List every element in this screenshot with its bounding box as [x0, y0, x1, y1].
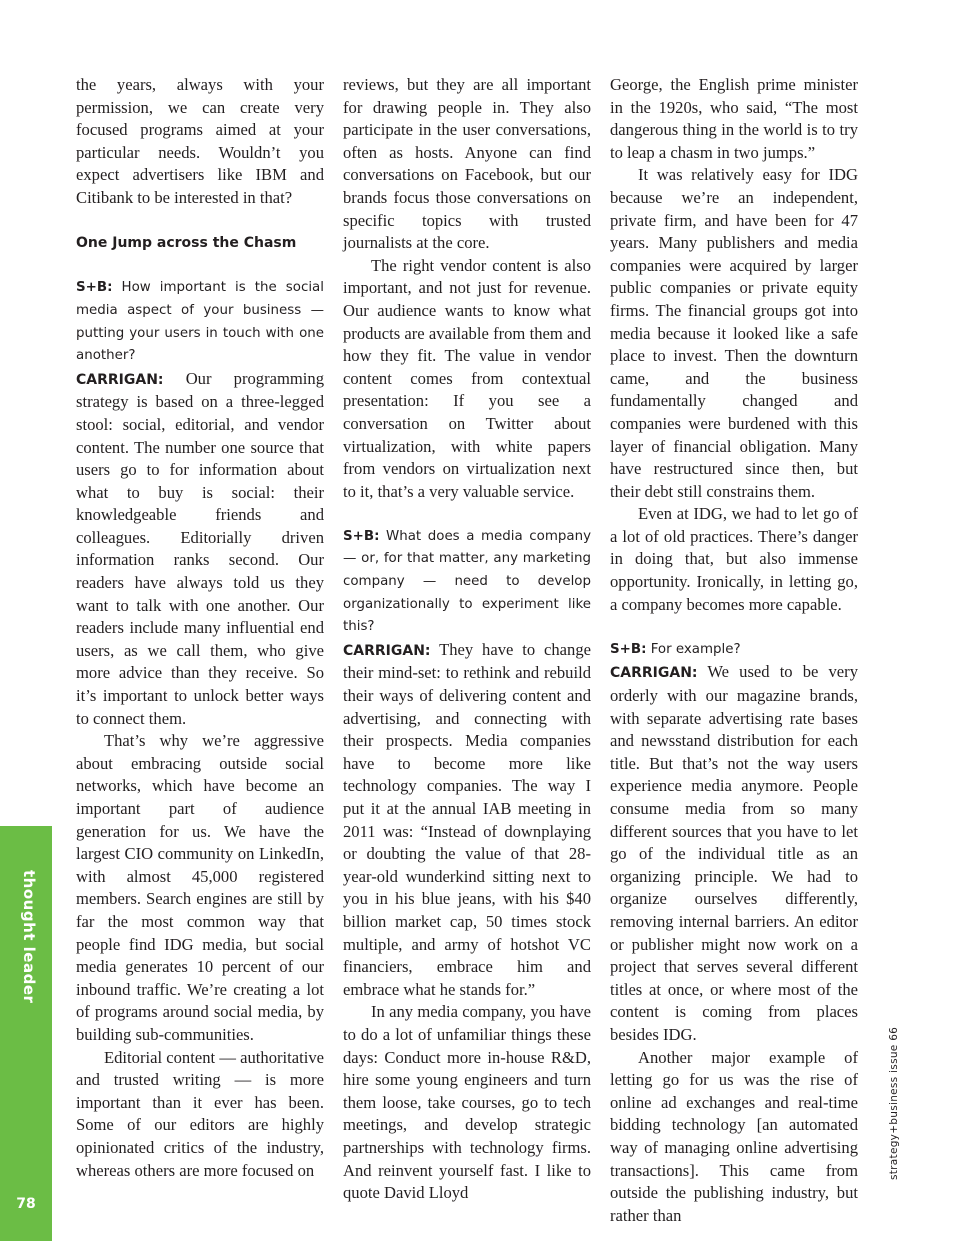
question-label: S+B: [343, 528, 380, 544]
paragraph: In any media company, you have to do a lot of unfamiliar things these days: Conduct more in-house R&D, hire some young engineers and turn them loose, take courses, go to tech meetings, and develop strategic partnerships with technology firms. And reinvent yourself fast. I like to quote David Lloyd [343, 1002, 591, 1203]
interview-question [610, 639, 858, 662]
section-heading: One Jump across the Chasm [76, 235, 297, 252]
question-label: S+B: [610, 641, 647, 657]
running-head: strategy+business issue 66 [888, 1026, 900, 1180]
answer-text: Our programming strategy is based on a three-legged stool: social, editorial, and vendor content. The number one source that users go to for information about what to buy is social: their knowledgeable friends and colleagues. Editorially driven information ranks second. Our readers have always told us they want to talk with one another. Our readers include many influential end users, as we call them, who give more advice than they receive. So it’s important to unlock better ways to connect them. [76, 368, 324, 728]
interview-question [343, 526, 591, 639]
question-text: For example? [646, 641, 741, 657]
paragraph: George, the English prime minister in the 1920s, who said, “The most dangerous thing in the world is to try to leap a chasm in two jumps.” [610, 75, 858, 162]
answer-text: We used to be very orderly with our magazine brands, with separate advertising rate bases and newsstand distribution for each title. But that’s not the way users experience media anymore. People consume media from so many different sources that you have to let go of the individual title as an organizing principle. We had to organize ourselves differently, removing internal barriers. An editor or publisher might now work on a project that serves several different titles at once, or where most of the content is coming from places besides IDG. [610, 662, 858, 1044]
question-label: S+B: [76, 280, 113, 296]
paragraph: It was relatively easy for IDG because we’re an independent, private firm, and have been for 47 years. Many publishers and media companies were acquired by larger public companies or private equity firms. The financial groups got into media because it looked like a safe place to invest. Then the downturn came, and the business fundamentally changed and companies were burdened with this layer of financial obligation. Many have restructured since then, but their debt still constrains them. [610, 165, 858, 501]
paragraph: Editorial content — authoritative and trusted writing — is more important than it ever has been. Some of our editors are highly opinionated critics of the industry, whereas others are more focused on [76, 1047, 324, 1180]
paragraph: Another major example of letting go for us was the rise of online ad exchanges and real-time bidding technology [an automated way of managing online advertising transactions]. This came from outside the publishing industry, but rather than [610, 1047, 858, 1225]
question-text: What does a media company — or, for that matter, any marketing company — need to develop organizationally to experiment like this? [343, 528, 591, 635]
paragraph: reviews, but they are all important for drawing people in. They also participate in the user conversations, often as hosts. Anyone can find conversations on Facebook, but our brands focus those conversations on specific topics with trusted journalists at the core. [343, 75, 591, 253]
section-label: thought leader [20, 870, 38, 1004]
interview-answer [76, 368, 324, 731]
answer-label: CARRIGAN: [76, 371, 164, 388]
question-text: How important is the social media aspect of your business — putting your users in touch with one another? [76, 280, 324, 364]
interview-question [76, 277, 324, 367]
answer-text: They have to change their mind-set: to rethink and rebuild their ways of delivering content and advertising, and connecting with their prospects. Media companies have to become more like technology companies. The way I put it at the annual IAB meeting in 2011 was: “Instead of downplaying or doubting the value of that 28-year-old wunderkind sitting next to you in his blue jeans, with his $40 billion market cap, 50 times stock multiple, and army of hotshot VC financiers, embrace him and embrace what he stands for.” [343, 639, 591, 999]
page-number: 78 [16, 1196, 36, 1212]
interview-answer [343, 639, 591, 1002]
text-column-2 [343, 74, 591, 1205]
interview-answer [610, 661, 858, 1046]
paragraph: That’s why we’re aggressive about embracing outside social networks, which have become an important part of audience generation for us. We have the largest CIO community on LinkedIn, with almost 45,000 registered members. Search engines are still by far the most common way that people find IDG media, but social media generates 10 percent of our inbound traffic. We’re creating a lot of programs around social media, by building sub-communities. [76, 731, 324, 1044]
paragraph: Even at IDG, we had to let go of a lot of old practices. There’s danger in doing that, but also immense opportunity. Ironically, in letting go, a company becomes more capable. [610, 504, 858, 614]
paragraph: The right vendor content is also important, and not just for revenue. Our audience wants to know what products are available from them and how they fit. The value in vendor content comes from contextual presentation: If you see a conversation on Twitter about virtualization, with white papers from vendors on virtualization next to it, that’s a very valuable service. [343, 255, 591, 501]
text-column-1 [76, 74, 324, 1182]
answer-label: CARRIGAN: [343, 642, 431, 659]
answer-label: CARRIGAN: [610, 665, 698, 682]
paragraph: the years, always with your permission, we can create very focused programs aimed at your particular needs. Wouldn’t you expect advertisers like IBM and Citibank to be interested in that? [76, 75, 324, 207]
text-column-3 [610, 74, 858, 1227]
